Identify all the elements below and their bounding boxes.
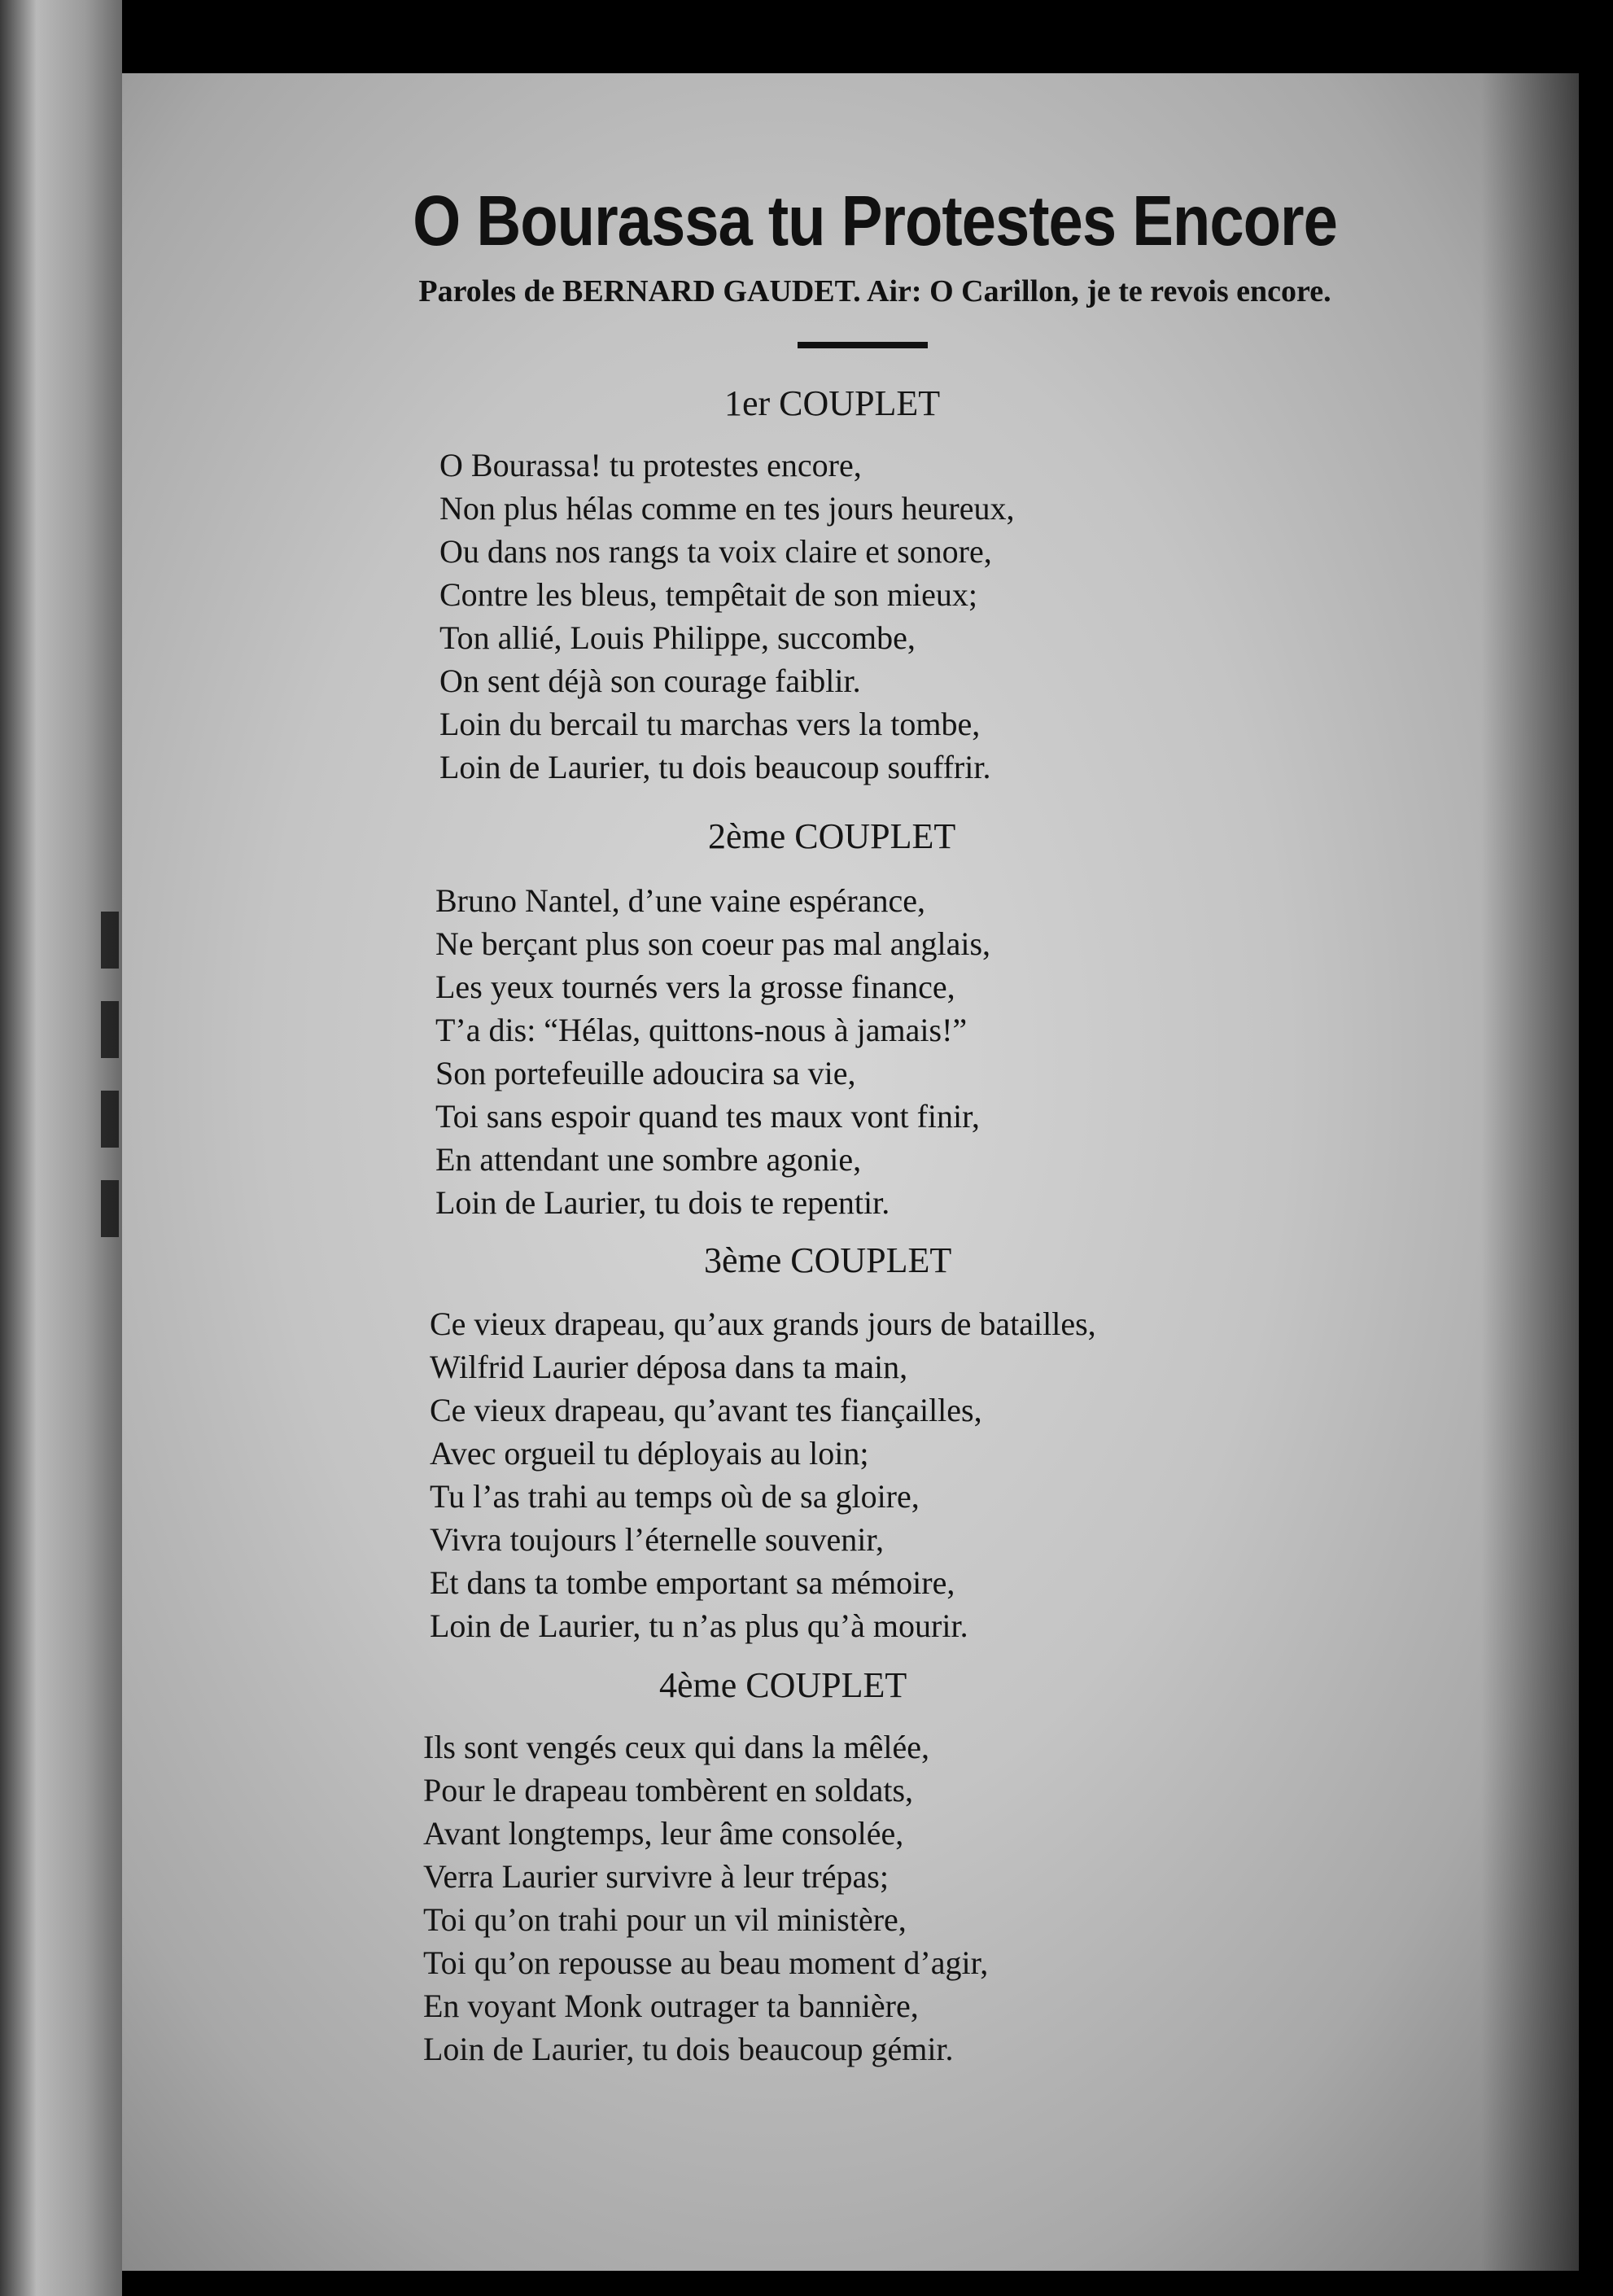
title-rule — [798, 342, 928, 348]
couplet-4-heading: 4ème COUPLET — [659, 1665, 907, 1705]
verse-line: Toi sans espoir quand tes maux vont finir, — [435, 1098, 980, 1135]
verse-line: Les yeux tournés vers la grosse finance, — [435, 969, 955, 1005]
verse-line: Ce vieux drapeau, qu’avant tes fiançailles, — [430, 1392, 982, 1428]
couplet-4-verse — [423, 1725, 988, 2071]
verse-line: Loin du bercail tu marchas vers la tombe, — [439, 706, 981, 742]
verse-line: O Bourassa! tu protestes encore, — [439, 447, 862, 483]
verse-line: Loin de Laurier, tu dois beaucoup souffrir. — [439, 749, 991, 785]
verse-line: En voyant Monk outrager ta bannière, — [423, 1988, 919, 2024]
verse-line: Bruno Nantel, d’une vaine espérance, — [435, 882, 925, 919]
verse-line: Toi qu’on repousse au beau moment d’agir, — [423, 1944, 989, 1981]
verse-line: Loin de Laurier, tu dois beaucoup gémir. — [423, 2031, 954, 2067]
verse-line: Vivra toujours l’éternelle souvenir, — [430, 1521, 885, 1558]
verse-line: Contre les bleus, tempêtait de son mieux; — [439, 576, 977, 613]
song-credits: Paroles de BERNARD GAUDET. Air: O Carillon, je te revois encore. — [418, 274, 1331, 308]
page-shadow — [1481, 73, 1579, 2271]
verse-line: On sent déjà son courage faiblir. — [439, 663, 861, 699]
couplet-3-verse — [430, 1302, 1096, 1647]
verse-line: Wilfrid Laurier déposa dans ta main, — [430, 1349, 908, 1385]
verse-line: Loin de Laurier, tu n’as plus qu’à mourir. — [430, 1607, 968, 1644]
verse-line: Et dans ta tombe emportant sa mémoire, — [430, 1564, 955, 1601]
verse-line: Ne berçant plus son coeur pas mal anglais, — [435, 925, 991, 962]
verse-line: Non plus hélas comme en tes jours heureux, — [439, 490, 1015, 527]
verse-line: En attendant une sombre agonie, — [435, 1141, 862, 1178]
verse-line: T’a dis: “Hélas, quittons-nous à jamais!” — [435, 1012, 968, 1048]
verse-line: Ton allié, Louis Philippe, succombe, — [439, 619, 916, 656]
couplet-1-verse — [439, 444, 1015, 789]
verse-line: Verra Laurier survivre à leur trépas; — [423, 1858, 889, 1895]
couplet-3-heading: 3ème COUPLET — [704, 1240, 952, 1280]
couplet-2-heading: 2ème COUPLET — [708, 816, 956, 856]
verse-line: Loin de Laurier, tu dois te repentir. — [435, 1184, 890, 1221]
binding-marks — [101, 912, 119, 1253]
couplet-1-heading: 1er COUPLET — [724, 383, 941, 423]
verse-line: Ce vieux drapeau, qu’aux grands jours de batailles, — [430, 1305, 1096, 1342]
song-title: O Bourassa tu Protestes Encore — [413, 181, 1337, 261]
verse-line: Pour le drapeau tombèrent en soldats, — [423, 1772, 914, 1808]
song-sheet-page — [122, 73, 1579, 2271]
verse-line: Avant longtemps, leur âme consolée, — [423, 1815, 904, 1852]
verse-line: Avec orgueil tu déployais au loin; — [430, 1435, 869, 1472]
verse-line: Ou dans nos rangs ta voix claire et sonore, — [439, 533, 992, 570]
verse-line: Tu l’as trahi au temps où de sa gloire, — [430, 1478, 920, 1515]
verse-line: Ils sont vengés ceux qui dans la mêlée, — [423, 1729, 930, 1765]
couplet-2-verse — [435, 879, 990, 1224]
verse-line: Toi qu’on trahi pour un vil ministère, — [423, 1901, 907, 1938]
verse-line: Son portefeuille adoucira sa vie, — [435, 1055, 856, 1091]
